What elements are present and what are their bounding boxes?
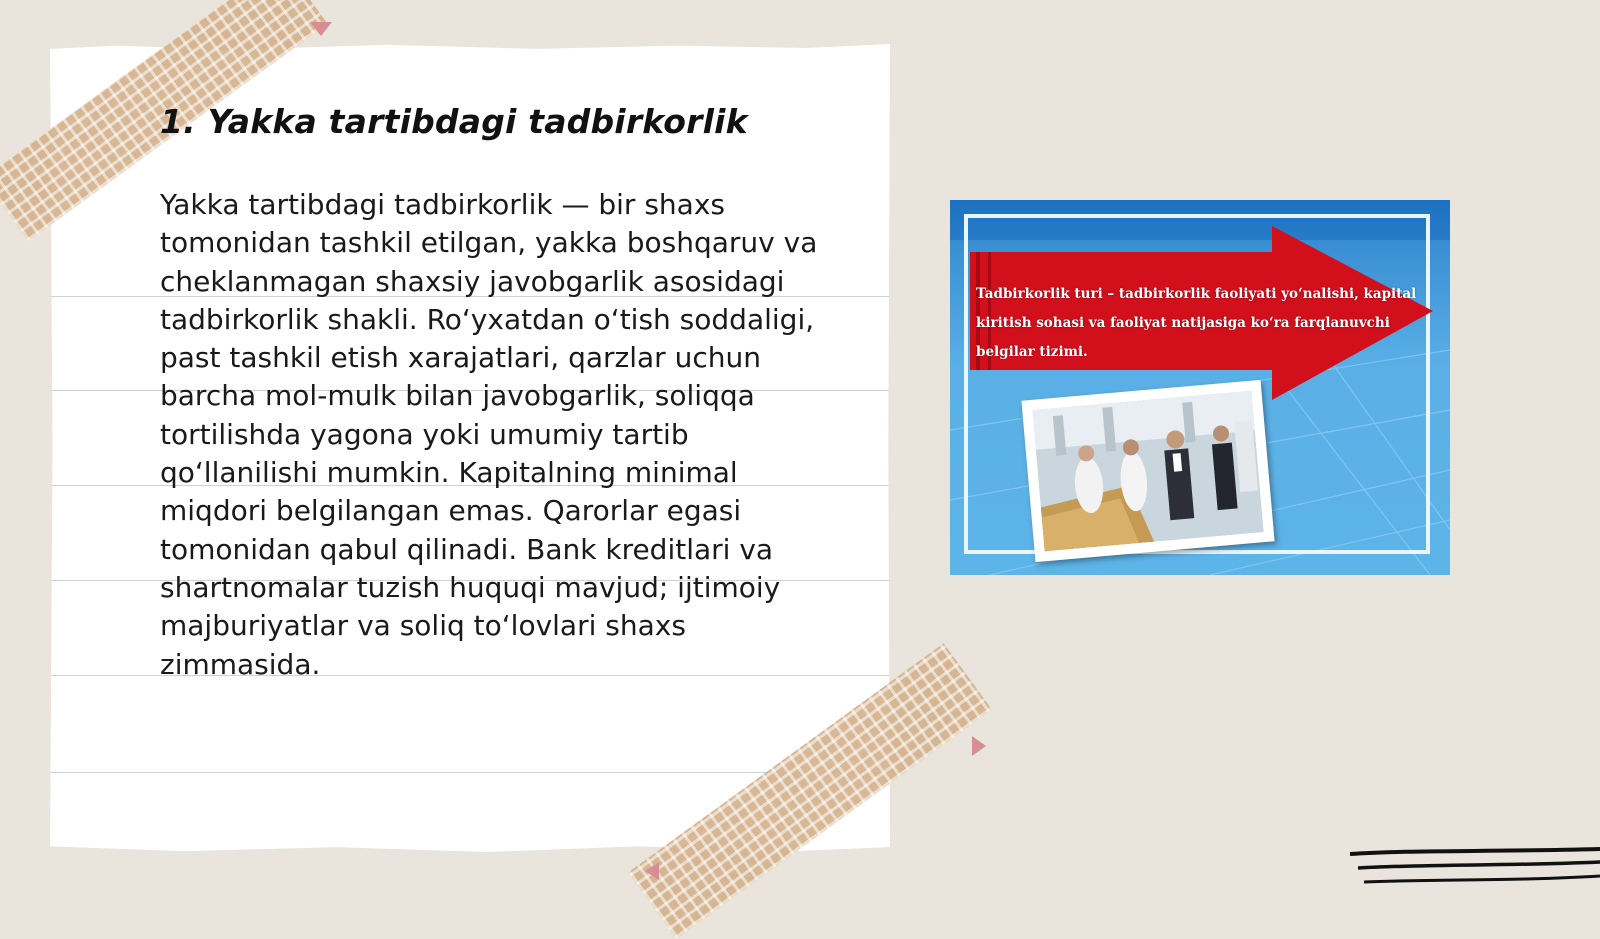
- brush-lines-decoration: [1350, 846, 1600, 892]
- arrow-caption: Tadbirkorlik turi – tadbirkorlik faoliyati yo‘nalishi, kapital kiritish sohasi va faoliyat natijasiga ko‘ra farqlanuvchi belgilar tizimi.: [976, 286, 1417, 360]
- illustration-image: [950, 200, 1450, 575]
- body-paragraph: Yakka tartibdagi tadbirkorlik — bir shaxs tomonidan tashkil etilgan, yakka boshqaruv va cheklanmagan shaxsiy javobgarlik asosidagi tadbirkorlik shakli. Ro‘yxatdan o‘tish soddaligi, past tashkil etish xarajatlari, qarzlar uchun barcha mol-mulk bilan javobgarlik, soliqqa tortilishda yagona yoki umumiy tartib qo‘llanilishi mumkin. Kapitalning minimal miqdori belgilangan emas. Qarorlar egasi tomonidan qabul qilinadi. Bank kreditlari va shartnomalar tuzish huquqi mavjud; ijtimoiy majburiyatlar va soliq to‘lovlari shaxs zimmasida.: [160, 188, 818, 681]
- slide-title: 1. Yakka tartibdagi tadbirkorlik: [160, 102, 748, 141]
- tape-pin-icon: [972, 736, 986, 756]
- tape-pin-icon: [645, 862, 659, 880]
- factory-scene: [1032, 391, 1264, 552]
- tape-pin-icon: [310, 22, 332, 36]
- factory-photo: [1021, 380, 1274, 562]
